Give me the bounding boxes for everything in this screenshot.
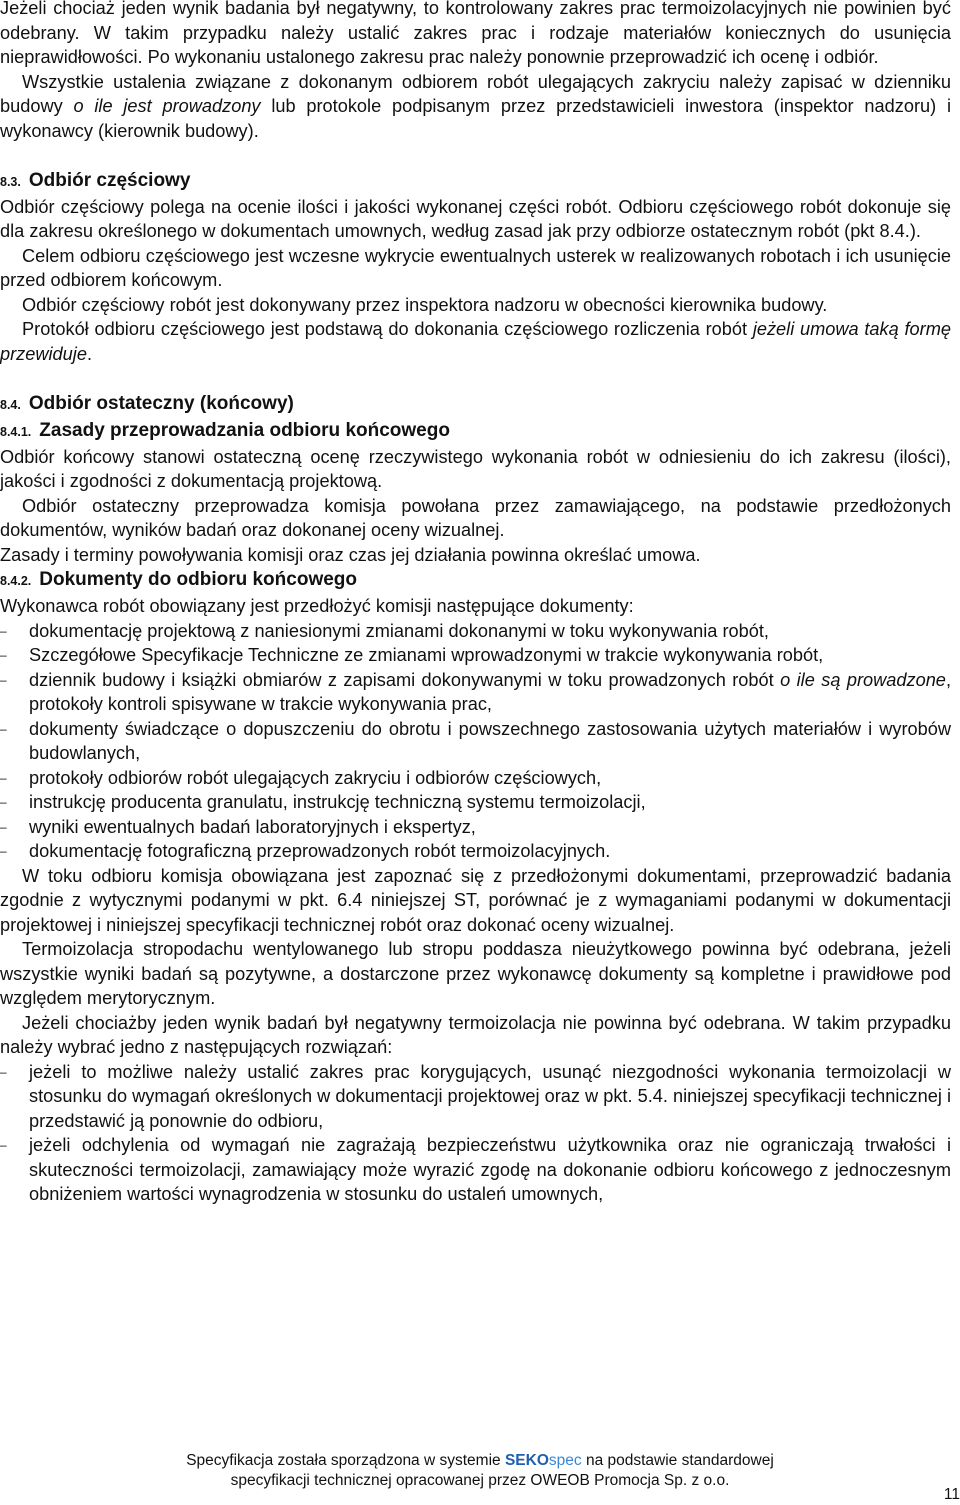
page-footer	[0, 1451, 960, 1490]
section-8-4-1-heading: 8.4.1. Zasady przeprowadzania odbioru końcowego	[0, 419, 450, 441]
list-item: – jeżeli odchylenia od wymagań nie zagrażają bezpieczeństwu użytkownika oraz nie ograniczają trwałości i skuteczności termoizolacji, zamawiający może wyrazić zgodę na dokonanie odbioru końcowego z jednoczesnym obniżeniem wartości wynagrodzenia w stosunku do ustaleń umownych,	[0, 1133, 951, 1207]
section-8-4-2-paragraph-1: W toku odbioru komisja obowiązana jest zapoznać się z przedłożonymi dokumentami, przeprowadzić badania zgodnie z wytycznymi podanymi w pkt. 6.4 niniejszej ST, porównać je z wymaganiami podanymi w dokumentacji projektowej i niniejszej specyfikacji technicznej robót oraz dokonać oceny wizualnej.	[0, 865, 951, 935]
resolution-options-list	[0, 1060, 951, 1207]
intro-paragraph-2: Wszystkie ustalenia związane z dokonanym odbiorem robót ulegających zakryciu należy zapisać w dzienniku budowy o ile jest prowadzony lub protokole podpisanym przez przedstawicieli inwestora (inspektor nadzoru) i wykonawcy (kierownik budowy).	[0, 71, 952, 141]
section-8-4-1-paragraph-1: Odbiór końcowy stanowi ostateczną ocenę rzeczywistego wykonania robót w odniesieniu do ich zakresu (ilości), jakości i zgodności z dokumentacją projektową.	[0, 446, 951, 491]
footer-line-1: Specyfikacja została sporządzona w systemie SEKOspec na podstawie standardowej	[186, 1452, 774, 1469]
section-8-4-1-paragraph-2: Odbiór ostateczny przeprowadza komisja powołana przez zamawiającego, na podstawie przedłożonych dokumentów, wyników badań oraz dokonanej oceny wizualnej.	[0, 495, 951, 540]
section-8-3-heading: 8.3. Odbiór częściowy	[0, 169, 191, 191]
intro-paragraph-1: Jeżeli chociaż jeden wynik badania był negatywny, to kontrolowany zakres prac termoizolacyjnych nie powinien być odebrany. W takim przypadku należy ustalić zakres prac i rodzaje materiałów koniecznych do usunięcia nieprawidłowości. Po wykonaniu ustalonego zakresu prac należy ponownie przeprowadzić ich ocenę i odbiór.	[0, 0, 951, 67]
sekospec-logo-part-1: SEKO	[504, 1452, 549, 1469]
page-number: 11	[943, 1486, 960, 1503]
list-item: – protokoły odbiorów robót ulegających zakryciu i odbiorów częściowych,	[0, 766, 951, 791]
sekospec-logo-part-2: spec	[548, 1452, 582, 1469]
list-item: – wyniki ewentualnych badań laboratoryjnych i ekspertyz,	[0, 815, 951, 840]
list-item: – jeżeli to możliwe należy ustalić zakres prac korygujących, usunąć niezgodności wykonania termoizolacji w stosunku do wymagań określonych w dokumentacji projektowej oraz w pkt. 5.4. niniejszej specyfikacji technicznej i przedstawić ją ponownie do odbioru,	[0, 1060, 951, 1134]
section-8-3-paragraph-2: Celem odbioru częściowego jest wczesne wykrycie ewentualnych usterek w realizowanych robotach i ich usunięcie przed odbiorem końcowym.	[0, 245, 951, 290]
list-item: – dziennik budowy i książki obmiarów z zapisami dokonywanymi w toku prowadzonych robót o ile są prowadzone, protokoły kontroli spisywane w trakcie wykonywania prac,	[0, 668, 951, 717]
section-8-3-paragraph-1: Odbiór częściowy polega na ocenie ilości i jakości wykonanej części robót. Odbioru częściowego robót dokonuje się dla zakresu określonego w dokumentach umownych, według zasad jak przy odbiorze ostatecznym robót (pkt 8.4.).	[0, 196, 951, 241]
section-8-4-heading: 8.4. Odbiór ostateczny (końcowy)	[0, 392, 294, 414]
section-8-4-2-paragraph-3: Jeżeli chociażby jeden wynik badań był negatywny termoizolacja nie powinna być odebrana. W takim przypadku należy wybrać jedno z następujących rozwiązań:	[0, 1012, 951, 1057]
footer-line-2: specyfikacji technicznej opracowanej przez OWEOB Promocja Sp. z o.o.	[230, 1471, 730, 1489]
list-item: – dokumentację fotograficzną przeprowadzonych robót termoizolacyjnych.	[0, 839, 951, 864]
section-8-4-2-paragraph-2: Termoizolacja stropodachu wentylowanego lub stropu poddasza nieużytkowego powinna być odebrana, jeżeli wszystkie wyniki badań są pozytywne, a dostarczone przez wykonawcę dokumenty są kompletne i prawidłowe pod względem merytorycznym.	[0, 939, 951, 1008]
list-item: – dokumentację projektową z naniesionymi zmianami dokonanymi w toku wykonywania robót,	[0, 619, 951, 644]
section-8-4-2-lead: Wykonawca robót obowiązany jest przedłożyć komisji następujące dokumenty:	[0, 596, 634, 616]
section-8-4-2-heading: 8.4.2. Dokumenty do odbioru końcowego	[0, 569, 358, 590]
list-item: – dokumenty świadczące o dopuszczeniu do obrotu i powszechnego zastosowania użytych materiałów i wyrobów budowlanych,	[0, 717, 951, 766]
list-item: – instrukcję producenta granulatu, instrukcję techniczną systemu termoizolacji,	[0, 790, 951, 815]
required-documents-list	[0, 619, 951, 864]
section-8-4-1-paragraph-3: Zasady i terminy powoływania komisji oraz czas jej działania powinna określać umowa.	[0, 544, 701, 565]
section-8-3-paragraph-4: Protokół odbioru częściowego jest podstawą do dokonania częściowego rozliczenia robót jeżeli umowa taką formę przewiduje.	[0, 319, 951, 364]
list-item: – Szczegółowe Specyfikacje Techniczne ze zmianami wprowadzonymi w trakcie wykonywania robót,	[0, 643, 951, 668]
section-8-3-paragraph-3: Odbiór częściowy robót jest dokonywany przez inspektora nadzoru w obecności kierownika budowy.	[22, 294, 828, 315]
